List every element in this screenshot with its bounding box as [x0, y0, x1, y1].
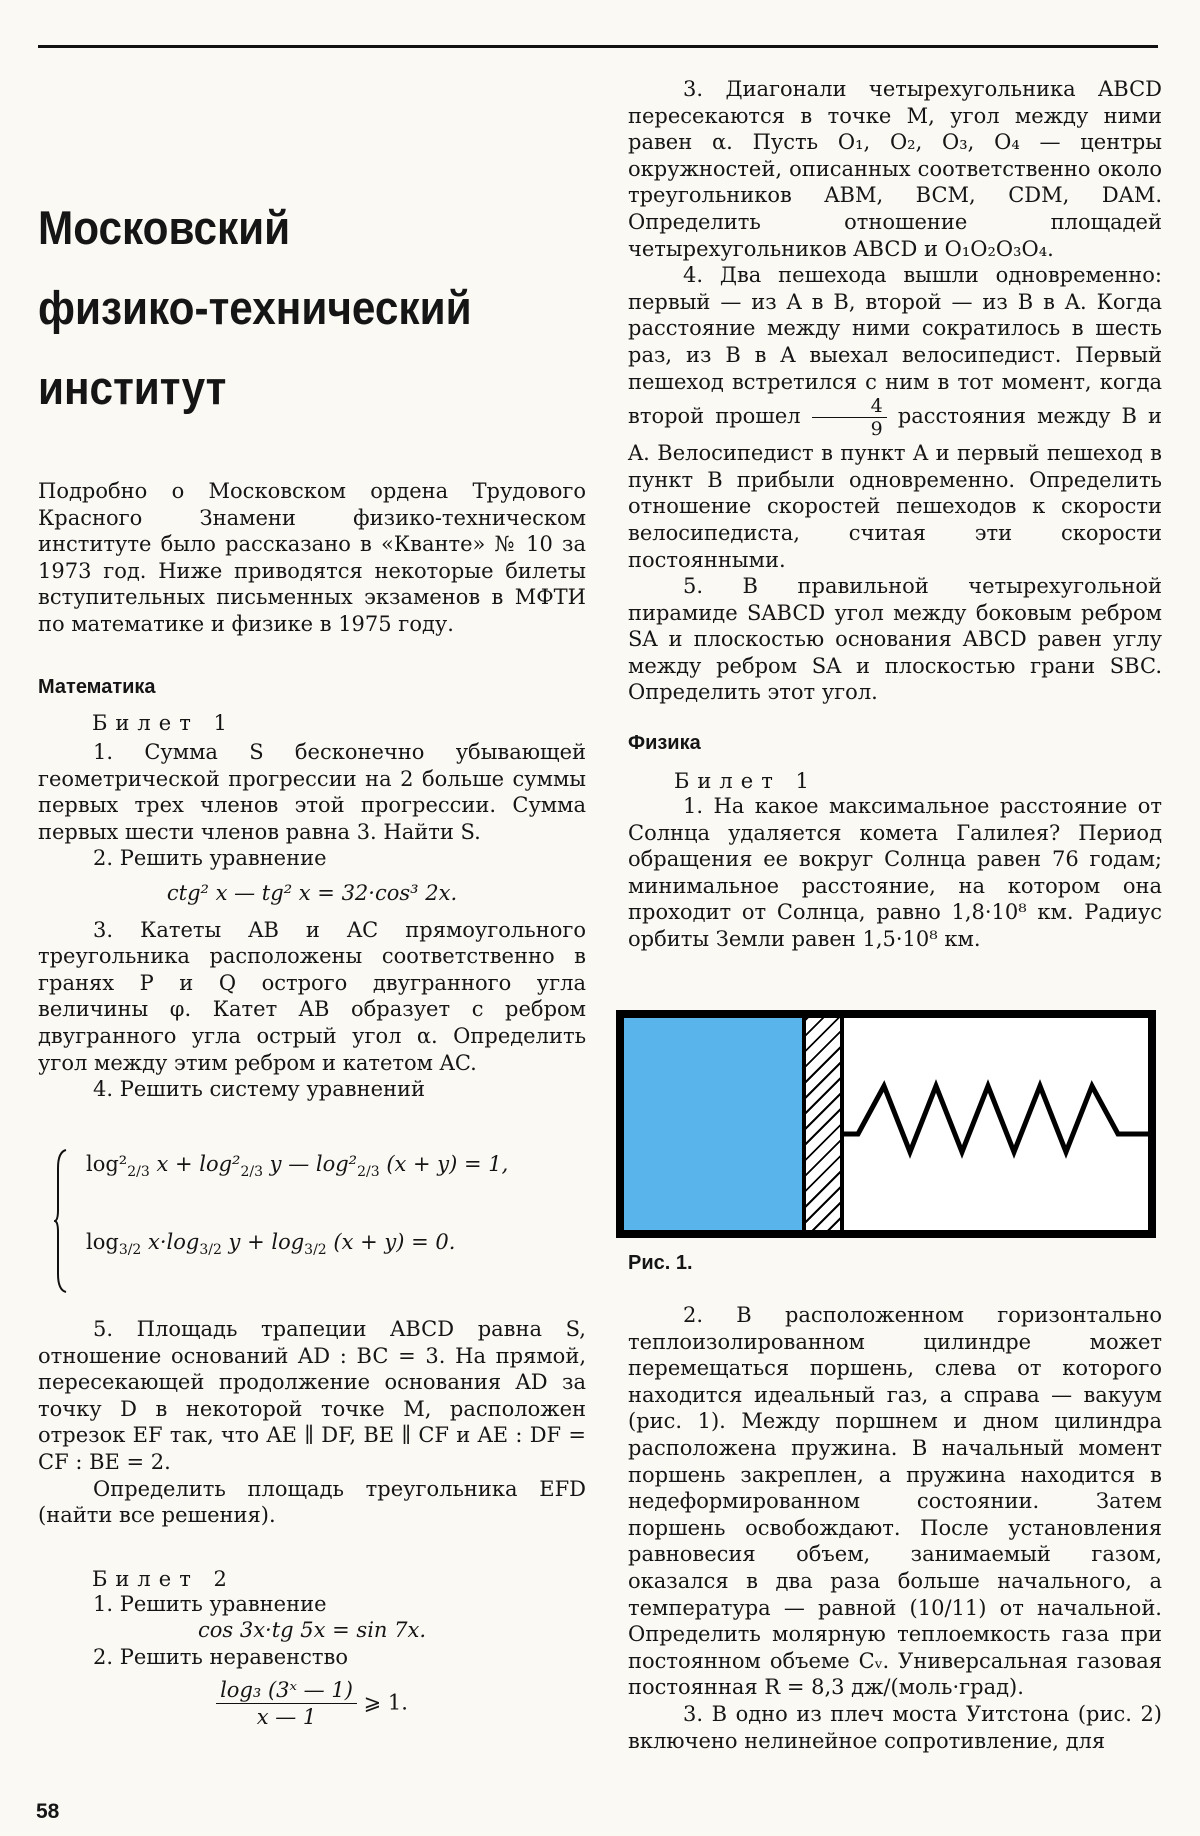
sys1-term-3: (x + y) = 1,: [379, 1152, 509, 1176]
problem-4-text-a: 4. Два пешехода вышли одновременно: первый — из A в B, второй — из B в A. Когда расстояние между ними сократилось в шесть раз, из B в A выехал велосипедист. Первый пешеход встретился с ним в тот момент, когда второй прошел: [628, 263, 1162, 429]
sys2-term-3: (x + y) = 0.: [326, 1230, 456, 1254]
math-t1-problem-2: 2. Решить уравнение: [93, 846, 327, 871]
gas-region: [624, 1018, 802, 1230]
title-line-2: физико-технический: [38, 281, 472, 334]
physics-column-continued: [628, 1302, 1162, 1754]
problem-4-fraction: [812, 395, 887, 440]
sys1-term-1: x + log²: [149, 1152, 241, 1176]
page-title: [38, 188, 506, 428]
sys2-base-1: 3/2: [118, 1242, 142, 1259]
math-column-continued: [38, 1316, 586, 1731]
page-number: 58: [36, 1800, 60, 1823]
title-line-3: институт: [38, 361, 227, 414]
math-t1-problem-3-right: 3. Диагонали четырехугольника ABCD пересекаются в точке M, угол между ними равен α. Пусть O₁, O₂, O₃, O₄ — центры окружностей, описанных соответственно около треугольников ABM, BCM, CDM, DAM. Определить отношение площадей четырехугольников ABCD и O₁O₂O₃O₄.: [628, 77, 1162, 261]
figure-1: [616, 1010, 1156, 1238]
math-t2-problem-2: 2. Решить неравенство: [93, 1644, 348, 1669]
math-ticket2-label: Билет 2: [92, 1566, 235, 1591]
fraction-numerator: 4: [812, 395, 887, 418]
math-column: [38, 676, 586, 1103]
sys2-base-3: 3/2: [304, 1242, 327, 1259]
cylinder: [624, 1018, 1148, 1230]
fraction-denominator: 9: [870, 418, 883, 441]
math-t2-equation-1: cos 3x·tg 5x = sin 7x.: [197, 1618, 427, 1643]
intro-paragraph: Подробно о Московском ордена Трудового Красного Знамени физико-техническом институте было рассказано в «Кванте» № 10 за 1973 год. Ниже приводятся некоторые билеты вступительных письменных экзаменов в МФТИ по математике и физике в 1975 году.: [38, 479, 586, 636]
sys1-log: log²: [86, 1152, 128, 1176]
title-line-1: Московский: [38, 201, 291, 254]
top-rule: [38, 45, 1158, 48]
piston: [802, 1018, 844, 1230]
right-column: [628, 76, 1162, 953]
inequality-denominator: x — 1: [256, 1705, 317, 1730]
physics-heading: Физика: [628, 732, 701, 755]
inequality-rhs: ⩾ 1.: [363, 1690, 408, 1715]
sys1-base-2: 2/3: [240, 1164, 263, 1181]
math-t1-equation-2: ctg² x — tg² x = 32·cos³ 2x.: [166, 880, 458, 905]
physics-problem-1: 1. На какое максимальное расстояние от Солнца удаляется комета Галилея? Период обращения ее вокруг Солнца равен 76 годам; минимальное расстояние, на котором она проходит от Солнца, равно 1,8·10⁸ км. Радиус орбиты Земли равен 1,5·10⁸ км.: [628, 794, 1162, 952]
physics-ticket1-label: Билет 1: [674, 769, 817, 794]
sys1-base-1: 2/3: [127, 1164, 150, 1181]
physics-problem-2: 2. В расположенном горизонтально теплоизолированном цилиндре может перемещаться поршень, слева от которого находится идеальный газ, а справа — вакуум (рис. 1). Между поршнем и дном цилиндра расположена пружина. В начальный момент поршень закреплен, а пружина находится в недеформированном состоянии. Затем поршень освобождают. После установления равновесия объем, занимаемый газом, оказался в два раза больше начального, а температура — равной (10/11) от начальной. Определить молярную теплоемкость газа при постоянном объеме Cᵥ. Универсальная газовая постоянная R = 8,3 дж/(моль·град).: [628, 1303, 1162, 1700]
math-t2-problem-1: 1. Решить уравнение: [93, 1591, 327, 1616]
math-t1-problem-3: 3. Катеты AB и AC прямоугольного треугольника расположены соответственно в гранях P и Q острого двугранного угла величины φ. Катет AB образует с ребром двугранного угла острый угол α. Определить угол между этим ребром и катетом AC.: [38, 917, 586, 1075]
system-brace: [54, 1148, 68, 1294]
sys2-term-2: y + log: [221, 1230, 305, 1254]
math-t1-problem-5: 5. Площадь трапеции ABCD равна S, отношение оснований AD : BC = 3. На прямой, пересекающей продолжение основания AD за точку D в некоторой точке M, расположен отрезок EF так, что AE ∥ DF, BE ∥ CF и AE : DF = CF : BE = 2.: [38, 1317, 586, 1474]
system-line-1: [86, 1152, 508, 1180]
math-t1-problem-1: 1. Сумма S бесконечно убывающей геометрической прогрессии на 2 больше суммы первых трех членов этой прогрессии. Сумма первых шести членов равна 3. Найти S.: [38, 740, 586, 844]
sys1-base-3: 2/3: [357, 1164, 380, 1181]
system-line-2: [86, 1230, 455, 1258]
sys2-term-1: x·log: [141, 1230, 200, 1254]
math-ticket1-label: Билет 1: [92, 711, 235, 735]
physics-problem-3: 3. В одно из плеч моста Уитстона (рис. 2) включено нелинейное сопротивление, для: [628, 1701, 1162, 1753]
spring: [844, 1018, 1148, 1230]
math-t1-problem-4-right: [628, 262, 1162, 573]
math-t1-problem-4: 4. Решить систему уравнений: [93, 1077, 426, 1102]
sys2-base-2: 3/2: [199, 1242, 222, 1259]
sys2-log: log: [86, 1230, 119, 1254]
problem-4-text-b: расстояния между B и A. Велосипедист в пункт A и первый пешеход в пункт B прибыли одновременно. Определить отношение скоростей пешеходов к скорости велосипедиста, считая эти скорости постоянными.: [628, 404, 1162, 572]
inequality-numerator: log₃ (3ˣ — 1): [216, 1677, 357, 1705]
math-t1-problem-5b: Определить площадь треугольника EFD (найти все решения).: [38, 1476, 586, 1528]
math-t2-inequality: [38, 1677, 586, 1731]
math-t1-problem-5-right: 5. В правильной четырехугольной пирамиде SABCD угол между боковым ребром SA и плоскостью основания ABCD равен углу между ребром SA и плоскостью грани SBC. Определить этот угол.: [628, 574, 1162, 705]
sys1-term-2: y — log²: [262, 1152, 358, 1176]
inequality-fraction: [216, 1677, 357, 1731]
math-heading: Математика: [38, 676, 156, 698]
figure-caption: Рис. 1.: [628, 1252, 693, 1274]
